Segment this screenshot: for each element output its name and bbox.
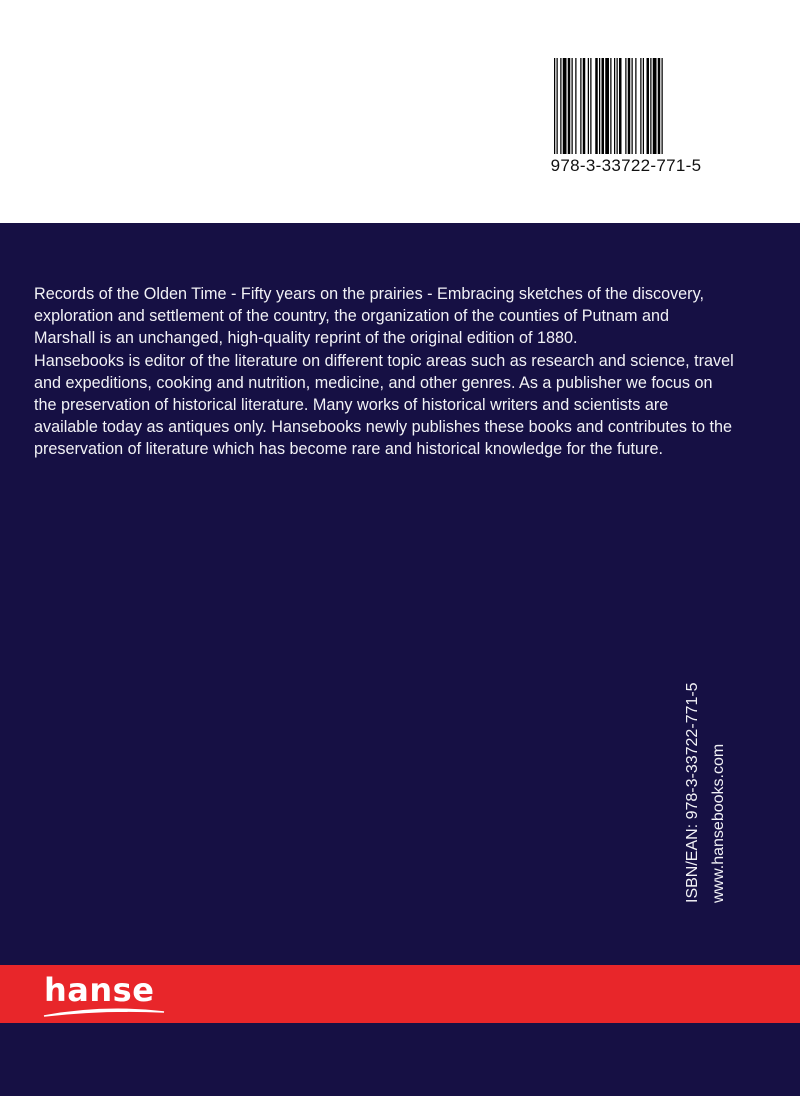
isbn-text: ISBN/EAN: 978-3-33722-771-5 [684, 682, 701, 903]
website-text: www.hansebooks.com [710, 743, 727, 903]
barcode-bar [662, 58, 663, 154]
barcode-bar [554, 58, 555, 154]
bottom-strip [0, 1023, 800, 1096]
back-cover [0, 223, 800, 1096]
barcode-bar [560, 58, 561, 154]
barcode-bar [614, 58, 615, 154]
logo-swoosh-icon [42, 1007, 166, 1019]
barcode-bar [632, 58, 633, 154]
barcode-bar [599, 58, 600, 154]
barcode-bar [647, 58, 650, 154]
barcode-block [540, 46, 712, 186]
barcode-bar [635, 58, 636, 154]
barcode-bar [572, 58, 573, 154]
barcode-bar [643, 58, 644, 154]
barcode-bar [588, 58, 589, 154]
barcode-bar [650, 58, 651, 154]
barcode-bar [602, 58, 605, 154]
barcode-bar [557, 58, 558, 154]
barcode-bar [653, 58, 657, 154]
barcode-bar [625, 58, 626, 154]
blurb-text [34, 283, 734, 461]
barcode-bar [563, 58, 567, 154]
blurb-paragraph-2: Hansebooks is editor of the literature on different topic areas such as research and science, travel and expeditions, cooking and nutrition, medicine, and other genres. As a publisher we focus on the preservation of historical literature. Many works of historical writers and scientists are available today as antiques only. Hansebooks newly publishes these books and contributes to the preservation of literature which has become rare and historical knowledge for the future. [34, 351, 734, 459]
barcode-bar [575, 58, 576, 154]
hanse-logo: hanse [44, 971, 155, 1009]
barcode-number: 978-3-33722-771-5 [550, 156, 702, 175]
barcode-bar [568, 58, 571, 154]
barcode-bar [619, 58, 622, 154]
barcode-bar [590, 58, 591, 154]
publisher-band [0, 965, 800, 1023]
barcode-bar [595, 58, 598, 154]
barcode-bar [640, 58, 641, 154]
blurb-paragraph-1: Records of the Olden Time - Fifty years on the prairies - Embracing sketches of the discovery, exploration and settlement of the country, the organization of the counties of Putnam and Marshall is an unchanged, high-quality reprint of the original edition of 1880. [34, 285, 704, 348]
vertical-info [680, 663, 732, 903]
barcode-bar [583, 58, 586, 154]
barcode-bar [580, 58, 581, 154]
barcode-bar [605, 58, 609, 154]
barcode-image [554, 58, 698, 154]
barcode-bar [610, 58, 611, 154]
barcode-bar [658, 58, 661, 154]
barcode-bar [628, 58, 631, 154]
top-white-area [0, 0, 800, 223]
barcode-bar [617, 58, 618, 154]
